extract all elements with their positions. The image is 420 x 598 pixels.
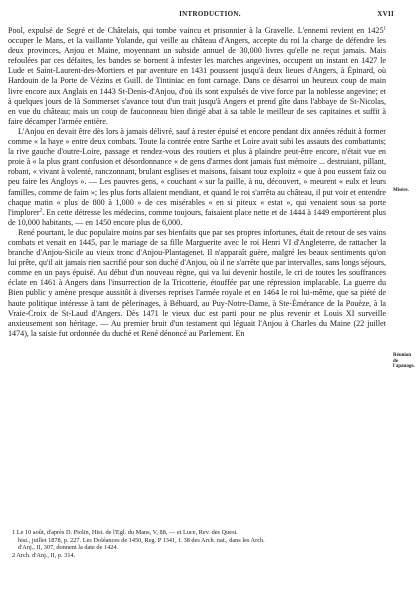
margin-note-misere: Misère. <box>393 188 409 193</box>
paragraph-3 <box>8 228 386 339</box>
text-line: (22 juillet 1474), la saisie fut ordonnée du duché et René dénoncé au Parlement. En <box>8 318 386 338</box>
paragraph-1 <box>8 26 386 127</box>
footnote-ref: 2 <box>39 208 43 213</box>
footnote-1: 1 Le 10 août, d'après D. Piolin, Hist. de l'Egl. du Mans, V, 88, — et Luce, Rev. des Quest. <box>12 529 238 536</box>
text-line: Mais refoulées par ces défaites, les bandes se bornent à infester les marches angevines, <box>8 46 386 66</box>
header-title: INTRODUCTION. <box>179 10 241 18</box>
text-line: « sur la paille, à nu, découvert, » meurent « eulx et leurs familles, comme de faim »; <box>8 177 386 197</box>
text-line: infortunes, était de retour de ses vains combats et venait en 1445, par le <box>8 227 386 247</box>
footnote-1-cont: d'Anj., II, 307, donnent la date de 1424. <box>18 544 119 552</box>
main-text <box>8 26 386 339</box>
text-line: pendant dix années réduit à former comme « la haye » entre deux combats. <box>8 126 386 147</box>
margin-note-line: Réunion <box>393 353 412 358</box>
text-line: . En cette détresse les médecins, <box>42 207 147 217</box>
text-line: mariage de sa fille Marguerite avec le roi Henri VI d'Angleterre, de rattacher la <box>121 237 386 247</box>
text-line: un pays épuisé. Au début d'un nouveau règne, qui va lui devenir hostile, le cri <box>44 268 303 278</box>
text-line: Toute la contrée entre Sarthe et Loire avait subi les assauts des combattants; la <box>8 137 386 157</box>
footnote-1-cont: hist., juillet 1878, p. 227. Les Doléances de 1450, Reg. P 1341, f. 38 des Arch. nat., dans les Arch. <box>18 536 265 544</box>
text-line: branche d'Anjou-Sicile au vieux tronc d'Anjou-Plantagenet. Il n'apparaît guère, <box>8 248 270 258</box>
paragraph-2 <box>8 127 386 228</box>
text-line: vieux duc est parti pour ne plus revenir et Louis XI surveille anxieusement son <box>8 308 386 328</box>
text-line: « estat », qui venaient sous sa porte l'implorer <box>8 197 386 217</box>
text-line: « vivant à volenté, ranczonnant, brulant esglises et maisons, faisant touz exploitz <box>32 167 296 177</box>
text-line: « que à pou eussent faiz ou peu faire les Angloys ». — Les pauvres gens, « couchant <box>8 167 387 187</box>
text-line: à Ste-Émérance de la Pouèze, à la Vraie-Croix de St-Laud d'Angers. Dès 1471 le <box>8 298 386 318</box>
text-line: St-Nicolas, en vue du château; mais un coup de fauconneau bien dirigé abat à sa <box>8 96 386 116</box>
text-line: rive gauche d'outre-Loire, passage et rendez-vous des routiers et plus à plaindre <box>16 147 282 157</box>
text-line: de la Porte de Vézins et Guill. de Tintiniac en font carnage. Dans ce désarroi un <box>41 76 310 86</box>
text-line: malgré les beaux sentiments qu'on lui prête, qu'il ait jamais rien sacrifié pour son <box>8 248 386 268</box>
text-line: de haute politique intéresse à tant de pèlerinages, à Béhuard, au Puy-Notre-Dame, <box>8 288 386 308</box>
text-line: sont expulsés de vive force par la noblesse angevine; et à quelques jours de <box>8 86 386 106</box>
text-line: duché d'Anjou, où il ne s'arrête que par intervalles, sans longs séjours, comme en <box>8 258 386 278</box>
text-line: peut-être encore, n'était vue en proie à « la plus grant confusion et désordonnance <box>8 147 386 167</box>
text-line: château d'Angers, accepte du roi la charge de défendre les deux provinces, Anjou <box>8 36 386 56</box>
text-line: entendre chaque matin « plus de 800 à 1,000 » de ces misérables « en si piteux <box>8 187 386 207</box>
footnotes <box>8 529 386 559</box>
text-line: L'Anjou en devait être dès lors à jamais délivré, sauf à rester épuisé et encore <box>18 126 271 136</box>
text-line: 10,000 habitants, — en 1450 encore plus de 6,000. <box>17 217 183 227</box>
margin-note-line: de l'apanage. <box>393 358 415 370</box>
text-line: étouffée par une répression implacable. La guerre du Bien public y amène presque <box>8 278 387 298</box>
text-line: L'ennemi revient en 1425 <box>297 26 384 35</box>
text-line: table le meilleur de ses capitaines et suffit à faire décamper l'armée entière. <box>8 106 386 126</box>
text-line: Pool, expulsé de Segré et de Châtelais, qui tombe vaincu et prisonnier à la Gravelle. <box>8 26 295 35</box>
text-line: occuper le Mans, et la vaillante Yolande, qui veille au <box>8 36 189 46</box>
footnote-2: 2 Arch. d'Anj., II, p. 314. <box>12 551 76 559</box>
text-line: René pourtant, le duc populaire moins par ses bienfaits que par ses propres <box>18 227 261 237</box>
text-line: de toutes les souffrances éclate en 1461 à Angers dans l'insurrection de la Tricotterie, <box>8 268 386 288</box>
text-line: occupent un instant en 1427 le Lude et Saint-Laurent-des-Mortiers et par <box>8 56 386 76</box>
text-line: là Sommerset s'avance tout d'un trait jusqu'à Angers et prend gîte dans l'abbaye de <box>74 96 348 106</box>
text-line: aventure en 1431 poussent jusqu'à deux lieues d'Angers, à Épinard, où Hardouin <box>8 66 386 86</box>
text-line: « de gens d'armes dont jamais fust mémoire ... destruiant, pillant, robant, <box>8 157 386 177</box>
footnote-ref: 1 <box>383 26 387 32</box>
text-line: comme toujours, faisaient place nette et de 1444 à 1449 emportèrent plus de <box>8 207 386 227</box>
running-header <box>0 10 420 22</box>
text-line: et Maine, moyennant un subside annuel de 30,000 livres qu'elle ne reçut jamais. <box>87 46 367 56</box>
text-line: héritage. — Au premier bruit d'un testament qui léguait l'Anjou à Charles du Maine <box>69 318 351 328</box>
page-number: XVII <box>377 10 394 18</box>
text-line: heureux coup de main livre encore aux Anglais en 1443 St-Denis-d'Anjou, d'où ils <box>8 76 386 96</box>
text-line: les plus forts allaient mendiant, et quand le roi s'arrêta au château, il put voir et <box>99 187 356 197</box>
margin-note-reunion <box>393 353 419 370</box>
text-line: aussitôt à diverses reprises l'armée royale et en 1464 le roi lui-même, que sa piété <box>106 288 376 298</box>
